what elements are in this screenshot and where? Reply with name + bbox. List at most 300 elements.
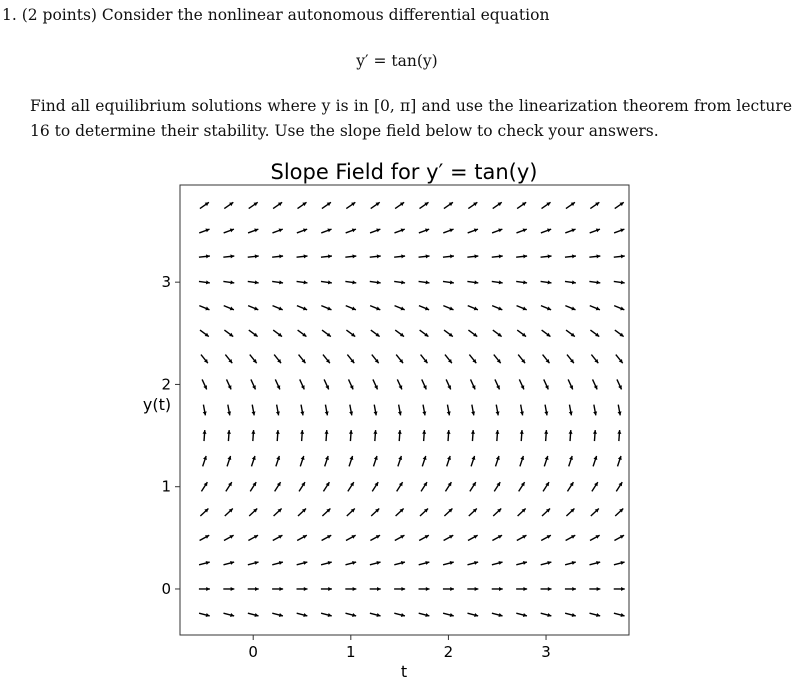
slope-arrow bbox=[370, 306, 380, 311]
slope-arrow bbox=[541, 229, 551, 233]
slope-arrow bbox=[617, 430, 621, 441]
slope-arrow bbox=[443, 229, 453, 233]
slope-arrow bbox=[590, 330, 599, 337]
slope-arrow bbox=[395, 330, 404, 337]
y-tick-label: 2 bbox=[161, 375, 171, 394]
slope-arrow bbox=[615, 509, 623, 516]
slope-arrow bbox=[567, 482, 573, 491]
slope-arrow bbox=[300, 405, 304, 416]
slope-arrow bbox=[543, 482, 549, 491]
slope-arrow bbox=[297, 306, 307, 311]
slope-arrow bbox=[471, 456, 475, 466]
slope-arrow bbox=[617, 379, 622, 389]
slope-arrow bbox=[542, 330, 551, 337]
slope-arrow bbox=[566, 202, 575, 208]
slope-arrow bbox=[492, 254, 503, 258]
slope-arrow bbox=[565, 306, 575, 311]
slope-arrow bbox=[297, 202, 306, 208]
slope-arrow bbox=[224, 330, 233, 337]
slope-arrow bbox=[593, 456, 597, 466]
slope-arrow bbox=[569, 405, 573, 416]
slope-arrow bbox=[516, 587, 527, 591]
slope-arrow bbox=[492, 535, 502, 540]
x-tick-label: 0 bbox=[248, 643, 258, 661]
slope-arrow bbox=[420, 202, 429, 208]
slope-arrow bbox=[447, 456, 451, 466]
slope-arrow bbox=[297, 613, 308, 617]
slope-arrow bbox=[471, 379, 476, 389]
slope-arrow bbox=[544, 430, 548, 441]
slope-arrow bbox=[370, 613, 381, 617]
slope-arrow bbox=[272, 280, 283, 284]
slope-arrow bbox=[223, 254, 234, 258]
slope-arrow bbox=[519, 379, 524, 389]
slope-arrow bbox=[444, 330, 453, 337]
slope-arrow bbox=[516, 254, 527, 258]
slope-arrow bbox=[349, 379, 354, 389]
slope-arrow bbox=[321, 587, 332, 591]
slope-arrow bbox=[322, 330, 331, 337]
slope-arrow bbox=[593, 379, 598, 389]
slope-arrow bbox=[251, 456, 255, 466]
slope-arrow bbox=[199, 280, 210, 284]
slope-arrow bbox=[419, 561, 430, 565]
slope-arrow bbox=[374, 405, 378, 416]
slope-arrow bbox=[321, 280, 332, 284]
slope-arrow bbox=[201, 355, 208, 364]
slope-arrow bbox=[421, 482, 427, 491]
slope-arrow bbox=[541, 254, 552, 258]
slope-arrow bbox=[272, 229, 282, 233]
slope-arrow bbox=[492, 587, 503, 591]
plot-frame bbox=[180, 185, 629, 635]
x-tick-label: 1 bbox=[346, 643, 356, 661]
slope-arrow bbox=[395, 306, 405, 311]
slope-arrow bbox=[272, 587, 283, 591]
slope-arrow bbox=[444, 535, 454, 540]
slope-arrow bbox=[544, 379, 549, 389]
slope-arrow bbox=[371, 509, 379, 516]
slope-arrow bbox=[346, 202, 355, 208]
slope-arrow bbox=[516, 561, 527, 565]
slope-arrow bbox=[591, 355, 598, 364]
slope-arrow bbox=[276, 405, 280, 416]
slope-arrow bbox=[543, 355, 550, 364]
y-tick-label: 0 bbox=[161, 579, 171, 598]
slope-arrow bbox=[520, 405, 524, 416]
slope-arrow bbox=[590, 535, 600, 540]
slope-arrow bbox=[447, 405, 451, 416]
slope-arrow bbox=[420, 509, 428, 516]
slope-arrow bbox=[321, 613, 332, 617]
slope-arrow bbox=[272, 613, 283, 617]
slope-arrow bbox=[565, 254, 576, 258]
slope-arrow bbox=[421, 355, 428, 364]
slope-arrow bbox=[614, 254, 625, 258]
slope-arrow bbox=[542, 509, 550, 516]
slope-arrow bbox=[444, 202, 453, 208]
slope-arrow bbox=[398, 456, 402, 466]
y-axis-label: y(t) bbox=[142, 395, 172, 414]
slope-arrow bbox=[299, 355, 306, 364]
slope-arrow bbox=[544, 405, 548, 416]
slope-arrow bbox=[615, 202, 624, 208]
slope-arrow bbox=[200, 509, 208, 516]
slope-arrow bbox=[200, 535, 210, 540]
slope-arrow bbox=[468, 229, 478, 233]
slope-arrow bbox=[467, 561, 478, 565]
slope-arrow bbox=[370, 535, 380, 540]
slope-arrow bbox=[592, 482, 598, 491]
slope-arrow bbox=[445, 355, 452, 364]
slope-arrow bbox=[347, 355, 354, 364]
slope-arrow bbox=[443, 254, 454, 258]
slope-arrow bbox=[323, 355, 330, 364]
slope-arrow bbox=[345, 254, 356, 258]
slope-arrow bbox=[517, 202, 526, 208]
chart-title: Slope Field for y′ = tan(y) bbox=[270, 160, 538, 184]
slope-arrow bbox=[443, 561, 454, 565]
slope-arrow bbox=[274, 355, 281, 364]
slope-arrows bbox=[199, 202, 625, 617]
slope-arrow bbox=[496, 405, 500, 416]
slope-arrow bbox=[249, 509, 257, 516]
slope-arrow bbox=[541, 561, 552, 565]
slope-arrow bbox=[420, 330, 429, 337]
slope-arrow bbox=[565, 561, 576, 565]
slope-arrow bbox=[568, 379, 573, 389]
slope-arrow bbox=[373, 430, 377, 441]
slope-arrow bbox=[272, 561, 283, 565]
slope-arrow bbox=[347, 509, 355, 516]
slope-arrow bbox=[200, 330, 209, 337]
slope-arrow bbox=[614, 229, 624, 233]
problem-header: 1. (2 points) Consider the nonlinear autonomous differential equation bbox=[2, 6, 550, 24]
slope-arrow bbox=[396, 509, 404, 516]
slope-arrow bbox=[471, 430, 475, 441]
slope-arrow bbox=[541, 613, 552, 617]
slope-arrow bbox=[250, 482, 256, 491]
slope-arrow bbox=[518, 509, 526, 516]
slope-arrow bbox=[199, 613, 210, 617]
slope-arrow bbox=[321, 229, 331, 233]
y-tick-label: 3 bbox=[161, 273, 171, 292]
y-tick-label: 1 bbox=[161, 477, 171, 496]
slope-arrow bbox=[519, 482, 525, 491]
slope-arrow bbox=[590, 202, 599, 208]
slope-arrow bbox=[443, 306, 453, 311]
slope-arrow bbox=[419, 587, 430, 591]
slope-arrow bbox=[541, 587, 552, 591]
slope-arrow bbox=[468, 330, 477, 337]
slope-arrow bbox=[520, 456, 524, 466]
slope-arrow bbox=[541, 306, 551, 311]
slope-arrow bbox=[394, 561, 405, 565]
slope-arrow bbox=[224, 306, 234, 311]
slope-arrow bbox=[202, 379, 207, 389]
slope-arrow bbox=[297, 587, 308, 591]
slope-arrow bbox=[203, 405, 207, 416]
slope-arrow bbox=[395, 202, 404, 208]
slope-arrow bbox=[248, 613, 259, 617]
slope-arrow bbox=[227, 456, 231, 466]
slope-arrow bbox=[345, 561, 356, 565]
slope-arrow bbox=[494, 482, 500, 491]
slope-arrow bbox=[394, 613, 405, 617]
slope-arrow bbox=[494, 355, 501, 364]
slope-arrow bbox=[493, 509, 501, 516]
slope-arrow bbox=[251, 379, 256, 389]
slope-arrow bbox=[492, 561, 503, 565]
slope-arrow bbox=[495, 430, 499, 441]
slope-arrow bbox=[349, 405, 353, 416]
slope-arrow bbox=[248, 535, 258, 540]
slope-arrow bbox=[276, 456, 280, 466]
slope-arrow bbox=[469, 355, 476, 364]
slope-arrow bbox=[395, 535, 405, 540]
slope-arrow bbox=[370, 587, 381, 591]
slope-arrow bbox=[372, 482, 378, 491]
slope-arrow bbox=[422, 430, 426, 441]
slope-arrow bbox=[419, 254, 430, 258]
slope-arrow bbox=[346, 229, 356, 233]
slope-arrow bbox=[248, 229, 258, 233]
slope-arrow bbox=[614, 613, 625, 617]
slope-arrow bbox=[566, 535, 576, 540]
axis-ticks bbox=[161, 273, 550, 661]
slope-arrow bbox=[591, 509, 599, 516]
slope-arrow bbox=[492, 280, 503, 284]
slope-arrow bbox=[201, 482, 207, 491]
slope-arrow bbox=[443, 280, 454, 284]
slope-arrow bbox=[396, 355, 403, 364]
slope-arrow bbox=[300, 456, 304, 466]
slope-arrow bbox=[544, 456, 548, 466]
slope-arrow bbox=[541, 280, 552, 284]
x-tick-label: 2 bbox=[443, 643, 454, 661]
slope-arrow bbox=[443, 613, 454, 617]
slope-arrow bbox=[542, 202, 551, 208]
slope-arrow bbox=[373, 379, 378, 389]
slope-arrow bbox=[370, 561, 381, 565]
slope-arrow bbox=[422, 379, 427, 389]
x-tick-label: 3 bbox=[541, 643, 551, 661]
slope-arrow bbox=[614, 535, 624, 540]
slope-arrow bbox=[249, 202, 258, 208]
slope-arrow bbox=[397, 482, 403, 491]
slope-arrow bbox=[322, 509, 330, 516]
slope-arrow bbox=[324, 379, 329, 389]
slope-arrow bbox=[322, 535, 332, 540]
slope-arrow bbox=[274, 509, 282, 516]
slope-arrow bbox=[469, 509, 477, 516]
slope-arrow bbox=[225, 355, 232, 364]
slope-arrow bbox=[614, 587, 625, 591]
slope-arrow bbox=[346, 535, 356, 540]
slope-arrow bbox=[321, 306, 331, 311]
slope-arrow bbox=[298, 330, 307, 337]
slope-arrow bbox=[467, 280, 478, 284]
slope-arrow bbox=[199, 229, 209, 233]
slope-arrow bbox=[224, 535, 234, 540]
slope-arrow bbox=[492, 613, 503, 617]
slope-arrow bbox=[565, 613, 576, 617]
slope-arrow bbox=[251, 430, 255, 441]
slope-arrow bbox=[325, 430, 329, 441]
slope-arrow bbox=[346, 306, 356, 311]
slope-arrow bbox=[322, 202, 331, 208]
slope-arrow bbox=[346, 330, 355, 337]
slope-arrow bbox=[298, 509, 306, 516]
slope-arrow bbox=[541, 535, 551, 540]
slope-arrow bbox=[248, 587, 259, 591]
slope-arrow bbox=[349, 430, 353, 441]
slope-arrow bbox=[227, 430, 231, 441]
slope-arrow bbox=[398, 430, 402, 441]
slope-arrow bbox=[468, 535, 478, 540]
slope-arrow bbox=[518, 355, 525, 364]
slope-arrow bbox=[199, 587, 210, 591]
slope-arrow bbox=[371, 202, 380, 208]
slope-arrow bbox=[225, 509, 233, 516]
slope-arrow bbox=[273, 306, 283, 311]
slope-arrow bbox=[321, 254, 332, 258]
slope-arrow bbox=[248, 561, 259, 565]
slope-arrow bbox=[590, 229, 600, 233]
slope-arrow bbox=[227, 405, 231, 416]
slope-arrow bbox=[272, 254, 283, 258]
slope-arrow bbox=[227, 379, 232, 389]
slope-arrow bbox=[422, 456, 426, 466]
slope-arrow bbox=[223, 613, 234, 617]
slope-arrow bbox=[590, 561, 601, 565]
slope-arrow bbox=[590, 613, 601, 617]
slope-arrow bbox=[370, 254, 381, 258]
slope-arrow bbox=[370, 229, 380, 233]
slope-arrow bbox=[618, 405, 622, 416]
slope-arrow bbox=[398, 405, 402, 416]
slope-arrow bbox=[223, 561, 234, 565]
problem-paragraph: Find all equilibrium solutions where y is in [0, π] and use the linearization theorem from lecture 16 to determine their stability. Use the slope field below to check your answers. bbox=[30, 97, 792, 140]
slope-arrow bbox=[467, 613, 478, 617]
slope-arrow bbox=[445, 482, 451, 491]
slope-arrow bbox=[516, 229, 526, 233]
slope-arrow bbox=[223, 280, 234, 284]
slope-arrow bbox=[471, 405, 475, 416]
slope-arrow bbox=[419, 229, 429, 233]
slope-arrow bbox=[567, 355, 574, 364]
slope-arrow bbox=[419, 306, 429, 311]
slope-arrow bbox=[419, 280, 430, 284]
equation: y′ = tan(y) bbox=[356, 52, 438, 70]
slope-arrow bbox=[565, 229, 575, 233]
slope-arrow bbox=[203, 430, 207, 441]
slope-arrow bbox=[371, 330, 380, 337]
slope-arrow bbox=[566, 330, 575, 337]
slope-arrow bbox=[516, 613, 527, 617]
slope-arrow bbox=[589, 587, 600, 591]
slope-arrow bbox=[593, 430, 597, 441]
slope-arrow bbox=[495, 456, 499, 466]
slope-arrow bbox=[565, 280, 576, 284]
slope-arrow bbox=[493, 330, 502, 337]
slope-arrow bbox=[345, 280, 356, 284]
slope-arrow bbox=[589, 254, 600, 258]
slope-arrow bbox=[300, 379, 305, 389]
slope-arrow bbox=[492, 229, 502, 233]
slope-arrow bbox=[593, 405, 597, 416]
slope-arrow bbox=[446, 379, 451, 389]
slope-arrow bbox=[444, 509, 452, 516]
slope-arrow bbox=[443, 587, 454, 591]
slope-arrow bbox=[372, 355, 379, 364]
slope-arrow bbox=[517, 330, 526, 337]
slope-arrow bbox=[250, 355, 257, 364]
slope-arrow bbox=[614, 306, 624, 311]
slope-arrow bbox=[373, 456, 377, 466]
slope-arrow bbox=[273, 535, 283, 540]
slope-arrow bbox=[467, 587, 478, 591]
slope-arrow bbox=[297, 535, 307, 540]
slope-arrow bbox=[419, 613, 430, 617]
slope-arrow bbox=[252, 405, 256, 416]
slope-arrow bbox=[300, 430, 304, 441]
slope-arrow bbox=[325, 456, 329, 466]
slope-arrow bbox=[203, 456, 207, 466]
slope-arrow bbox=[616, 482, 622, 491]
slope-arrow bbox=[520, 430, 524, 441]
slope-arrow bbox=[516, 280, 527, 284]
slope-arrow bbox=[275, 379, 280, 389]
slope-arrow bbox=[297, 561, 308, 565]
slope-arrow bbox=[394, 587, 405, 591]
slope-arrow bbox=[297, 280, 308, 284]
slope-arrow bbox=[224, 202, 233, 208]
slope-arrow bbox=[370, 280, 381, 284]
slope-arrow bbox=[200, 202, 209, 208]
x-axis-label: t bbox=[400, 662, 408, 681]
slope-arrow bbox=[248, 306, 258, 311]
slope-arrow bbox=[273, 330, 282, 337]
slope-arrow bbox=[566, 509, 574, 516]
slope-arrow bbox=[224, 229, 234, 233]
slope-arrow bbox=[248, 254, 259, 258]
slope-arrow bbox=[492, 306, 502, 311]
slope-arrow bbox=[569, 430, 573, 441]
slope-arrow bbox=[325, 405, 329, 416]
slope-arrow bbox=[569, 456, 573, 466]
slope-arrow bbox=[348, 482, 354, 491]
slope-arrow bbox=[321, 561, 332, 565]
slope-arrow bbox=[249, 330, 258, 337]
slope-arrow bbox=[397, 379, 402, 389]
slope-arrow bbox=[199, 254, 210, 258]
slope-arrow bbox=[199, 306, 209, 311]
slope-arrow bbox=[394, 254, 405, 258]
slope-arrow bbox=[447, 430, 451, 441]
slope-arrow bbox=[345, 587, 356, 591]
slope-arrow bbox=[394, 229, 404, 233]
slope-arrow bbox=[248, 280, 259, 284]
slope-arrow bbox=[323, 482, 329, 491]
slope-arrow bbox=[467, 254, 478, 258]
slope-arrow bbox=[615, 330, 624, 337]
slope-arrow bbox=[422, 405, 426, 416]
slope-arrow bbox=[297, 254, 308, 258]
slope-arrow bbox=[589, 280, 600, 284]
slope-arrow bbox=[199, 561, 210, 565]
slope-arrow bbox=[517, 306, 527, 311]
